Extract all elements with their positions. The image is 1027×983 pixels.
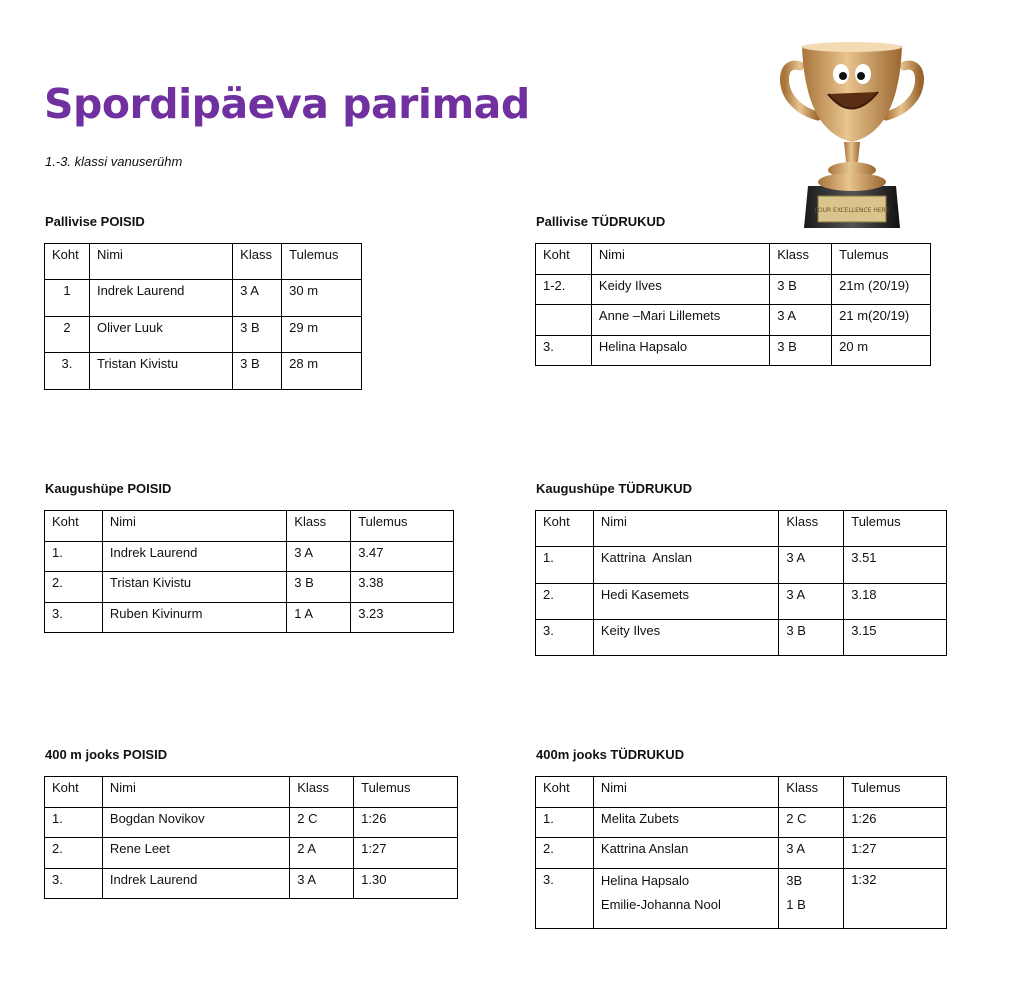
cell-result: 29 m — [282, 317, 362, 353]
section-title-pallivise-poisid: Pallivise POISID — [45, 214, 145, 229]
table-row — [45, 280, 362, 317]
cell-name: Helina Hapsalo — [600, 873, 690, 888]
results-table-jooks-poisid — [44, 776, 458, 899]
header-nimi: Nimi — [89, 244, 232, 280]
cell-place: 3. — [45, 603, 103, 633]
cell-result: 28 m — [282, 353, 362, 390]
table-row — [536, 869, 947, 929]
cell-result: 1.30 — [354, 869, 458, 899]
page-title: Spordipäeva parimad — [44, 80, 530, 128]
cell-name: Keidy Ilves — [591, 275, 769, 305]
cell-place: 1-2. — [536, 275, 592, 305]
cell-name: Kattrina Anslan — [593, 838, 778, 869]
cell-place: 1. — [45, 808, 103, 838]
table-header-row — [536, 244, 931, 275]
section-title-kaugushype-poisid: Kaugushüpe POISID — [45, 481, 172, 496]
table-header-row — [45, 777, 458, 808]
cell-place: 2. — [45, 838, 103, 869]
table-row — [45, 603, 454, 633]
cell-name: Anne –Mari Lillemets — [591, 305, 769, 336]
cell-class: 3 A — [233, 280, 282, 317]
table-header-row — [536, 777, 947, 808]
header-koht: Koht — [536, 244, 592, 275]
header-koht: Koht — [45, 511, 103, 542]
cell-class-group — [779, 869, 844, 929]
cell-name: Tristan Kivistu — [102, 572, 286, 603]
header-koht: Koht — [45, 777, 103, 808]
cell-class: 3 B — [779, 620, 844, 656]
cell-name: Oliver Luuk — [89, 317, 232, 353]
results-table-pallivise-poisid — [44, 243, 362, 390]
table-row — [536, 620, 947, 656]
cell-class: 2 C — [290, 808, 354, 838]
cell-result: 20 m — [832, 336, 931, 366]
cell-class: 3 A — [779, 547, 844, 584]
cell-name: Helina Hapsalo — [591, 336, 769, 366]
header-koht: Koht — [45, 244, 90, 280]
header-klass: Klass — [779, 511, 844, 547]
header-tulemus: Tulemus — [282, 244, 362, 280]
cell-name-group — [593, 869, 778, 929]
cell-result: 30 m — [282, 280, 362, 317]
cell-name: Tristan Kivistu — [89, 353, 232, 390]
cell-place: 3. — [536, 869, 594, 929]
cell-result: 3.47 — [351, 542, 454, 572]
header-tulemus: Tulemus — [351, 511, 454, 542]
header-tulemus: Tulemus — [844, 511, 947, 547]
cell-name: Emilie-Johanna Nool — [600, 897, 721, 912]
cell-name: Ruben Kivinurm — [102, 603, 286, 633]
header-koht: Koht — [536, 777, 594, 808]
cell-class: 2 C — [779, 808, 844, 838]
header-nimi: Nimi — [591, 244, 769, 275]
cell-place: 2. — [536, 838, 594, 869]
cell-result: 3.38 — [351, 572, 454, 603]
table-row — [536, 808, 947, 838]
cell-result: 1:26 — [354, 808, 458, 838]
table-header-row — [536, 511, 947, 547]
cell-place: 2 — [45, 317, 90, 353]
cell-name: Melita Zubets — [593, 808, 778, 838]
trophy-icon — [778, 38, 926, 232]
cell-place: 1. — [45, 542, 103, 572]
cell-result: 1:32 — [844, 869, 947, 929]
header-klass: Klass — [770, 244, 832, 275]
header-klass: Klass — [287, 511, 351, 542]
table-row — [536, 584, 947, 620]
header-nimi: Nimi — [593, 511, 778, 547]
cell-result: 1:27 — [354, 838, 458, 869]
cell-class: 3 B — [770, 275, 832, 305]
table-row — [45, 317, 362, 353]
table-row — [536, 275, 931, 305]
cell-name: Kattrina Anslan — [593, 547, 778, 584]
header-tulemus: Tulemus — [832, 244, 931, 275]
cell-class: 3 B — [233, 353, 282, 390]
table-row — [45, 353, 362, 390]
cell-class: 3 A — [770, 305, 832, 336]
cell-result: 21m (20/19) — [832, 275, 931, 305]
cell-place: 1. — [536, 808, 594, 838]
table-row — [45, 838, 458, 869]
section-title-pallivise-tydrukud: Pallivise TÜDRUKUD — [536, 214, 666, 229]
cell-place: 3. — [536, 336, 592, 366]
header-klass: Klass — [779, 777, 844, 808]
cell-name: Indrek Laurend — [89, 280, 232, 317]
header-klass: Klass — [290, 777, 354, 808]
cell-result: 1:27 — [844, 838, 947, 869]
header-nimi: Nimi — [102, 777, 289, 808]
trophy-plate-text: FOUR EXCELLENCE HERE — [814, 207, 890, 214]
cell-class: 3 A — [779, 838, 844, 869]
cell-class: 3 B — [287, 572, 351, 603]
cell-class: 1 A — [287, 603, 351, 633]
cell-class: 3 A — [287, 542, 351, 572]
cell-place: 3. — [536, 620, 594, 656]
section-title-kaugushype-tydrukud: Kaugushüpe TÜDRUKUD — [536, 481, 692, 496]
cell-name: Rene Leet — [102, 838, 289, 869]
cell-class: 3 B — [233, 317, 282, 353]
header-koht: Koht — [536, 511, 594, 547]
results-table-pallivise-tydrukud — [535, 243, 931, 366]
cell-place — [536, 305, 592, 336]
cell-place: 1 — [45, 280, 90, 317]
results-table-kaugushype-poisid — [44, 510, 454, 633]
results-table-jooks-tydrukud — [535, 776, 947, 929]
page-subtitle: 1.-3. klassi vanuserühm — [45, 154, 183, 169]
table-row — [536, 547, 947, 584]
section-title-jooks-tydrukud: 400m jooks TÜDRUKUD — [536, 747, 685, 762]
cell-class: 3 B — [770, 336, 832, 366]
header-nimi: Nimi — [593, 777, 778, 808]
cell-class: 3 A — [779, 584, 844, 620]
cell-name: Hedi Kasemets — [593, 584, 778, 620]
cell-name: Keity Ilves — [593, 620, 778, 656]
cell-result: 3.23 — [351, 603, 454, 633]
cell-class: 3B — [786, 873, 803, 888]
cell-class: 3 A — [290, 869, 354, 899]
cell-result: 3.18 — [844, 584, 947, 620]
cell-class: 1 B — [786, 897, 806, 912]
header-klass: Klass — [233, 244, 282, 280]
cell-result: 3.51 — [844, 547, 947, 584]
header-nimi: Nimi — [102, 511, 286, 542]
table-row — [536, 838, 947, 869]
cell-place: 3. — [45, 353, 90, 390]
section-title-jooks-poisid: 400 m jooks POISID — [45, 747, 168, 762]
table-row — [536, 336, 931, 366]
table-header-row — [45, 511, 454, 542]
cell-result: 1:26 — [844, 808, 947, 838]
cell-result: 21 m(20/19) — [832, 305, 931, 336]
cell-name: Indrek Laurend — [102, 542, 286, 572]
table-row — [45, 808, 458, 838]
header-tulemus: Tulemus — [354, 777, 458, 808]
table-row — [45, 572, 454, 603]
table-row — [536, 305, 931, 336]
cell-place: 1. — [536, 547, 594, 584]
table-row — [45, 869, 458, 899]
table-header-row — [45, 244, 362, 280]
cell-name: Indrek Laurend — [102, 869, 289, 899]
results-table-kaugushype-tydrukud — [535, 510, 947, 656]
header-tulemus: Tulemus — [844, 777, 947, 808]
cell-place: 2. — [45, 572, 103, 603]
cell-result: 3.15 — [844, 620, 947, 656]
cell-class: 2 A — [290, 838, 354, 869]
cell-place: 2. — [536, 584, 594, 620]
cell-name: Bogdan Novikov — [102, 808, 289, 838]
cell-place: 3. — [45, 869, 103, 899]
table-row — [45, 542, 454, 572]
